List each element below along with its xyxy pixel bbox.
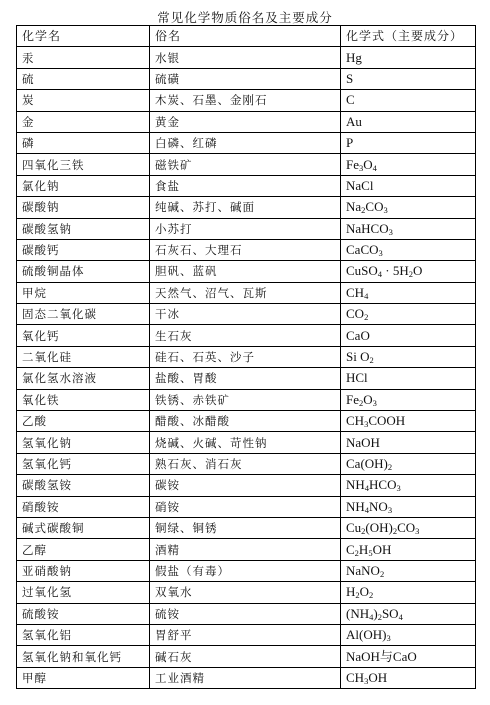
chemical-name-cell: 四氧化三铁 — [17, 154, 150, 175]
formula-cell: CaCO$_3$ — [341, 239, 476, 260]
chemical-name-cell: 亚硝酸钠 — [17, 560, 150, 581]
common-name-cell: 碱石灰 — [150, 646, 341, 667]
header-common-name: 俗名 — [150, 26, 341, 47]
common-name-cell: 纯碱、苏打、碱面 — [150, 197, 341, 218]
chemical-name-cell: 氢氧化铝 — [17, 624, 150, 645]
formula-cell: NaNO$_2$ — [341, 560, 476, 581]
formula-cell: Hg — [341, 47, 476, 68]
formula-cell: C — [341, 90, 476, 111]
chemical-name-cell: 乙醇 — [17, 539, 150, 560]
chemical-name-cell: 过氧化氢 — [17, 582, 150, 603]
table-row — [17, 667, 476, 688]
formula-cell: $H_2O_2$ — [341, 582, 476, 603]
common-name-cell: 铁锈、赤铁矿 — [150, 389, 341, 410]
chemical-name-cell: 碳酸钠 — [17, 197, 150, 218]
chemical-name-cell: 硫酸铜晶体 — [17, 261, 150, 282]
table-row — [17, 132, 476, 153]
chemical-name-cell: 氢氧化钠 — [17, 432, 150, 453]
formula-cell: Au — [341, 111, 476, 132]
table-row — [17, 346, 476, 367]
chemical-name-cell: 甲烷 — [17, 282, 150, 303]
chemical-name-cell: 氯化钠 — [17, 175, 150, 196]
formula-cell: CuSO$_4$ · $5H_2O$ — [341, 261, 476, 282]
common-name-cell: 木炭、石墨、金刚石 — [150, 90, 341, 111]
table-row — [17, 560, 476, 581]
common-name-cell: 小苏打 — [150, 218, 341, 239]
chemical-name-cell: 氧化钙 — [17, 325, 150, 346]
table-row — [17, 368, 476, 389]
formula-cell: CaO — [341, 325, 476, 346]
formula-cell: NaCl — [341, 175, 476, 196]
table-row — [17, 411, 476, 432]
chemical-name-cell: 氢氧化钠和氧化钙 — [17, 646, 150, 667]
common-name-cell: 天然气、沼气、瓦斯 — [150, 282, 341, 303]
formula-cell: NaOH与CaO — [341, 646, 476, 667]
chemical-name-cell: 二氧化硅 — [17, 346, 150, 367]
formula-cell: Si $O_2$ — [341, 346, 476, 367]
table-row — [17, 475, 476, 496]
chemical-name-cell: 甲醇 — [17, 667, 150, 688]
chemical-name-cell: 碳酸氢钠 — [17, 218, 150, 239]
common-name-cell: 干冰 — [150, 304, 341, 325]
formula-cell: $CH_4$ — [341, 282, 476, 303]
formula-cell: $Fe_2O_3$ — [341, 389, 476, 410]
table-row — [17, 111, 476, 132]
chemical-name-cell: 磷 — [17, 132, 150, 153]
chemical-name-cell: 固态二氧化碳 — [17, 304, 150, 325]
chemical-name-cell: 硫 — [17, 68, 150, 89]
common-name-cell: 铜绿、铜锈 — [150, 517, 341, 538]
table-row — [17, 282, 476, 303]
formula-cell: $C_2H_5OH$ — [341, 539, 476, 560]
common-name-cell: 水银 — [150, 47, 341, 68]
formula-cell: $Na_2CO_3$ — [341, 197, 476, 218]
formula-cell: NaHCO$_3$ — [341, 218, 476, 239]
formula-cell: $(NH_4)_2SO_4$ — [341, 603, 476, 624]
table-row — [17, 239, 476, 260]
chemical-name-cell: 碳酸钙 — [17, 239, 150, 260]
table-header-row — [17, 26, 476, 47]
common-name-cell: 生石灰 — [150, 325, 341, 346]
chemical-name-cell: 氧化铁 — [17, 389, 150, 410]
chemical-name-cell: 金 — [17, 111, 150, 132]
table-row — [17, 218, 476, 239]
table-row — [17, 304, 476, 325]
formula-cell: $NH_4NO_3$ — [341, 496, 476, 517]
formula-cell: $Cu_2(OH)_2CO_3$ — [341, 517, 476, 538]
formula-cell: NaOH — [341, 432, 476, 453]
chemical-name-cell: 乙酸 — [17, 411, 150, 432]
table-row — [17, 68, 476, 89]
common-name-cell: 烧碱、火碱、苛性钠 — [150, 432, 341, 453]
formula-cell: $CH_3COOH$ — [341, 411, 476, 432]
header-chemical-name: 化学名 — [17, 26, 150, 47]
table-row — [17, 389, 476, 410]
substance-table — [16, 25, 476, 689]
common-name-cell: 白磷、红磷 — [150, 132, 341, 153]
table-row — [17, 496, 476, 517]
table-row — [17, 175, 476, 196]
common-name-cell: 磁铁矿 — [150, 154, 341, 175]
chemical-name-cell: 碳酸氢铵 — [17, 475, 150, 496]
formula-cell: $Ca(OH)_2$ — [341, 453, 476, 474]
substance-table-body — [17, 26, 476, 689]
formula-cell: S — [341, 68, 476, 89]
table-row — [17, 90, 476, 111]
common-name-cell: 碳铵 — [150, 475, 341, 496]
table-row — [17, 517, 476, 538]
chemical-name-cell: 碱式碳酸铜 — [17, 517, 150, 538]
common-name-cell: 硝铵 — [150, 496, 341, 517]
common-name-cell: 硫铵 — [150, 603, 341, 624]
common-name-cell: 食盐 — [150, 175, 341, 196]
table-row — [17, 582, 476, 603]
chemical-name-cell: 炭 — [17, 90, 150, 111]
table-row — [17, 197, 476, 218]
chemical-name-cell: 硝酸铵 — [17, 496, 150, 517]
common-name-cell: 醋酸、冰醋酸 — [150, 411, 341, 432]
formula-cell: $CH_3OH$ — [341, 667, 476, 688]
common-name-cell: 胃舒平 — [150, 624, 341, 645]
common-name-cell: 胆矾、蓝矾 — [150, 261, 341, 282]
table-row — [17, 261, 476, 282]
document-title: 常见化学物质俗名及主要成分 — [157, 10, 333, 25]
chemical-name-cell: 氢氧化钙 — [17, 453, 150, 474]
chemical-name-cell: 氯化氢水溶液 — [17, 368, 150, 389]
common-name-cell: 工业酒精 — [150, 667, 341, 688]
table-row — [17, 603, 476, 624]
chemical-name-cell: 硫酸铵 — [17, 603, 150, 624]
formula-cell: $Al(OH)_3$ — [341, 624, 476, 645]
common-name-cell: 石灰石、大理石 — [150, 239, 341, 260]
common-name-cell: 盐酸、胃酸 — [150, 368, 341, 389]
common-name-cell: 硫磺 — [150, 68, 341, 89]
common-name-cell: 酒精 — [150, 539, 341, 560]
table-row — [17, 539, 476, 560]
table-row — [17, 624, 476, 645]
formula-cell: $Fe_3O_4$ — [341, 154, 476, 175]
table-row — [17, 325, 476, 346]
table-row — [17, 453, 476, 474]
common-name-cell: 双氧水 — [150, 582, 341, 603]
table-row — [17, 154, 476, 175]
header-formula: 化学式（主要成分） — [341, 26, 476, 47]
common-name-cell: 假盐（有毒） — [150, 560, 341, 581]
formula-cell: P — [341, 132, 476, 153]
common-name-cell: 黄金 — [150, 111, 341, 132]
common-name-cell: 硅石、石英、沙子 — [150, 346, 341, 367]
chemical-name-cell: 汞 — [17, 47, 150, 68]
formula-cell: $NH_4HCO_3$ — [341, 475, 476, 496]
table-row — [17, 432, 476, 453]
table-row — [17, 47, 476, 68]
table-row — [17, 646, 476, 667]
formula-cell: $CO_2$ — [341, 304, 476, 325]
formula-cell: HCl — [341, 368, 476, 389]
common-name-cell: 熟石灰、消石灰 — [150, 453, 341, 474]
